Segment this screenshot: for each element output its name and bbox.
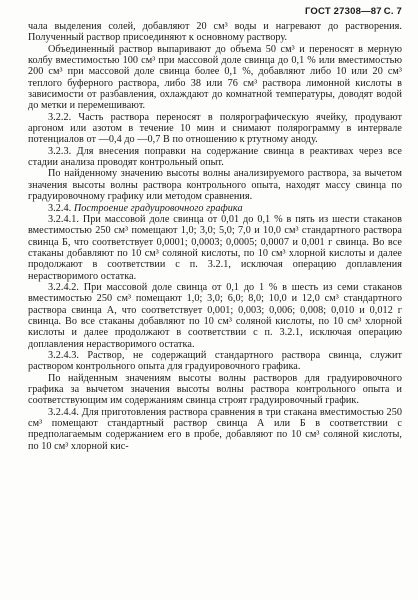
- section-heading: [28, 203, 402, 214]
- document-body: [28, 21, 402, 452]
- paragraph: 3.2.3. Для внесения поправки на содержание свинца в реактивах через все стадии анализа проводят контрольный опыт.: [28, 145, 402, 169]
- section-number: 3.2.4.: [48, 202, 72, 214]
- paragraph: 3.2.4.3. Раствор, не содержащий стандартного раствора свинца, служит раствором контрольного опыта для градуировочного графика.: [28, 349, 402, 373]
- page-header: [28, 6, 402, 20]
- paragraph: 3.2.4.1. При массовой доле свинца от 0,01 до 0,1 % в пять из шести стаканов вместимостью 250 см³ помещают 1,0; 3,0; 5,0; 7,0 и 10,0 см³ стандартного раствора свинца Б, что соответствует 0,0001; 0,0003; 0,0005; 0,0007 и 0,001 г свинца. Во все стаканы добавляют по 10 см³ соляной кислоты, по 10 см³ хлорной кислоты и далее продолжают в соответствии с п. 3.2.1, исключая операцию доплавления нерастворимого остатка.: [28, 213, 402, 282]
- section-title: Построение градуировочного графика: [73, 202, 243, 214]
- page-number: С. 7: [383, 6, 402, 17]
- paragraph: По найденным значениям высоты волны растворов для градуировочного графика за вычетом значения высоты волны раствора контрольного опыта и соответствующим им содержаниям свинца строят градуировочный график.: [28, 372, 402, 407]
- paragraph: Объединенный раствор выпаривают до объема 50 см³ и переносят в мерную колбу вместимостью 100 см³ при массовой доле свинца до 0,1 % или вместимостью 200 см³ при массовой доле свинца более 0,1 %, добавляют либо 10 или 20 см³ теплого буферного раствора, либо 38 или 76 см³ раствора лимонной кислоты в зависимости от разбавления, охлаждают до комнатной температуры, доводят водой до метки и перемешивают.: [28, 43, 402, 112]
- paragraph: 3.2.2. Часть раствора переносят в полярографическую ячейку, продувают аргоном или азотом в течение 10 мин и снимают полярограмму в интервале потенциалов от —0,4 до —0,7 В по отношению к ртутному аноду.: [28, 111, 402, 146]
- standard-number: ГОСТ 27308—87: [304, 6, 382, 17]
- paragraph: 3.2.4.4. Для приготовления раствора сравнения в три стакана вместимостью 250 см³ помещают стандартный раствор свинца А или Б в соответствии с предполагаемым содержанием его в пробе, добавляют по 10 см³ соляной кислоты, по 10 см³ хлорной кис-: [28, 406, 402, 452]
- paragraph: По найденному значению высоты волны анализируемого раствора, за вычетом значения высоты волны раствора контрольного опыта, находят массу свинца по градуировочному графику или методом сравнения.: [28, 168, 402, 203]
- paragraph: 3.2.4.2. При массовой доле свинца от 0,1 до 1 % в шесть из семи стаканов вместимостью 250 см³ помещают 1,0; 3,0; 6,0; 8,0; 10,0 и 12,0 см³ стандартного раствора свинца А, что соответствует 0,001; 0,003; 0,006; 0,008; 0,010 и 0,012 г свинца. Во все стаканы добавляют по 10 см³ соляной кислоты, по 10 см³ хлорной кислоты и далее продолжают в соответствии с п. 3.2.1, исключая операцию доплавления нерастворимого остатка.: [28, 281, 402, 350]
- continued-paragraph: чала выделения солей, добавляют 20 см³ воды и нагревают до растворения. Полученный раствор присоединяют к основному раствору.: [28, 21, 402, 44]
